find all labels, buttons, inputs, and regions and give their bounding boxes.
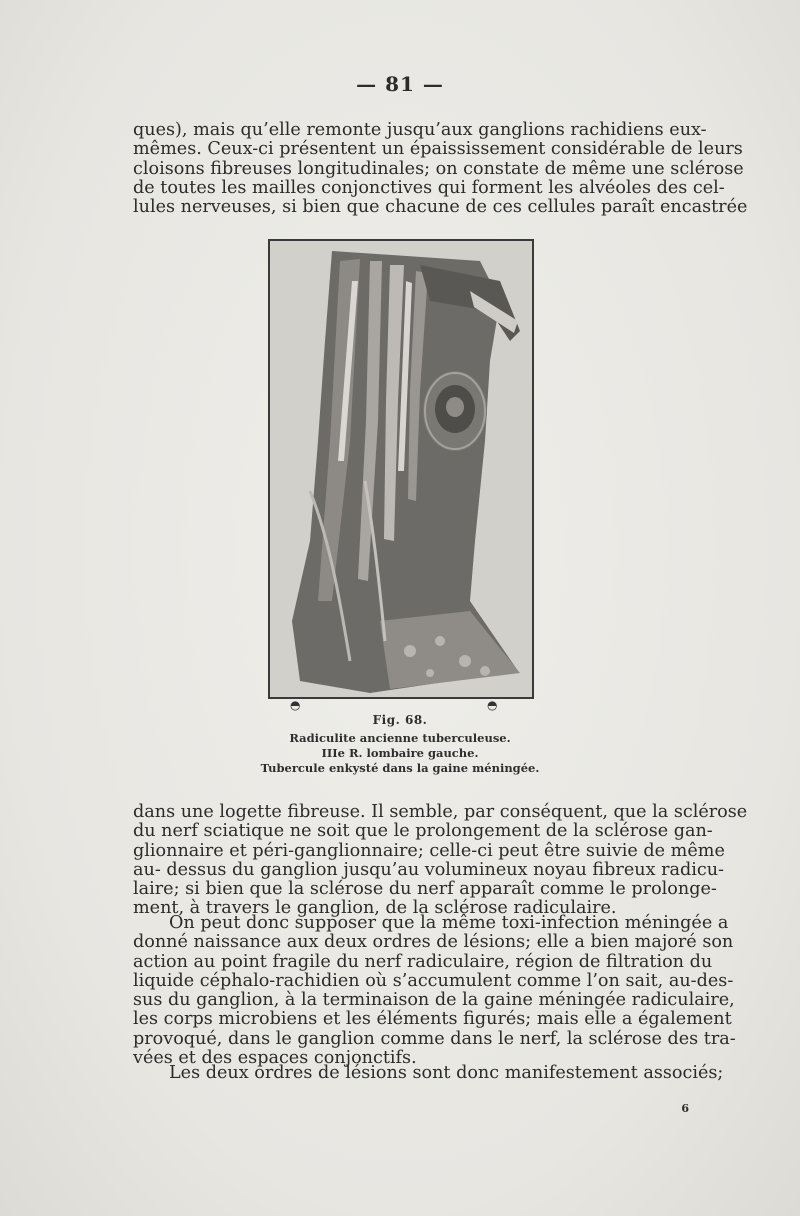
text-line: donné naissance aux deux ordres de lésions; elle a bien majoré son	[133, 932, 734, 953]
figure-label: Fig. 68.	[372, 713, 428, 727]
registration-mark: ◓	[487, 698, 498, 712]
text-line: sus du ganglion, à la terminaison de la gaine méningée radiculaire,	[133, 990, 735, 1011]
text-line: action au point fragile du nerf radiculaire, région de filtration du	[133, 951, 713, 972]
text-line: cloisons fibreuses longitudinales; on constate de même une sclérose	[133, 158, 744, 179]
text-line: lules nerveuses, si bien que chacune de ces cellules paraît encastrée	[133, 197, 748, 218]
figure-micrograph	[268, 239, 534, 699]
figure-caption-line: Tubercule enkysté dans la gaine méningée.	[260, 761, 540, 775]
text-line: au- dessus du ganglion jusqu’au volumineux noyau fibreux radicu-	[133, 859, 725, 880]
registration-mark: ◓	[290, 698, 301, 712]
paragraph-1	[133, 120, 748, 218]
paragraph-3	[133, 913, 736, 1069]
text-line: de toutes les mailles conjonctives qui forment les alvéoles des cel-	[133, 177, 725, 198]
text-line: liquide céphalo-rachidien où s’accumulent comme l’on sait, au-des-	[133, 970, 734, 991]
text-line: laire; si bien que la sclérose du nerf apparaît comme le prolonge-	[133, 879, 717, 900]
text-line: les corps microbiens et les éléments figurés; mais elle a également	[133, 1009, 732, 1030]
signature-mark: 6	[681, 1102, 689, 1115]
text-line: glionnaire et péri-ganglionnaire; celle-ci peut être suivie de même	[133, 840, 725, 861]
figure-caption-line: IIIe R. lombaire gauche.	[321, 746, 479, 760]
text-line: provoqué, dans le ganglion comme dans le nerf, la sclérose des tra-	[133, 1028, 736, 1049]
text-line: du nerf sciatique ne soit que le prolongement de la sclérose gan-	[133, 821, 713, 842]
text-line: dans une logette fibreuse. Il semble, par conséquent, que la sclérose	[133, 802, 748, 822]
paragraph-4	[133, 1063, 724, 1083]
text-line: ques), mais qu’elle remonte jusqu’aux ganglions rachidiens eux-	[133, 120, 707, 140]
text-line: vées et des espaces conjonctifs.	[133, 1048, 417, 1069]
text-line: ment, à travers le ganglion, de la sclérose radiculaire.	[133, 898, 617, 919]
page-number: — 81 —	[356, 72, 444, 96]
paragraph-2	[133, 802, 748, 919]
text-line: Les deux ordres de lésions sont donc manifestement associés;	[169, 1063, 724, 1083]
text-line: On peut donc supposer que la même toxi-infection méningée a	[169, 913, 729, 933]
figure-caption-line: Radiculite ancienne tuberculeuse.	[289, 731, 511, 745]
text-line: mêmes. Ceux-ci présentent un épaississement considérable de leurs	[133, 139, 743, 160]
micrograph-image	[270, 241, 532, 697]
